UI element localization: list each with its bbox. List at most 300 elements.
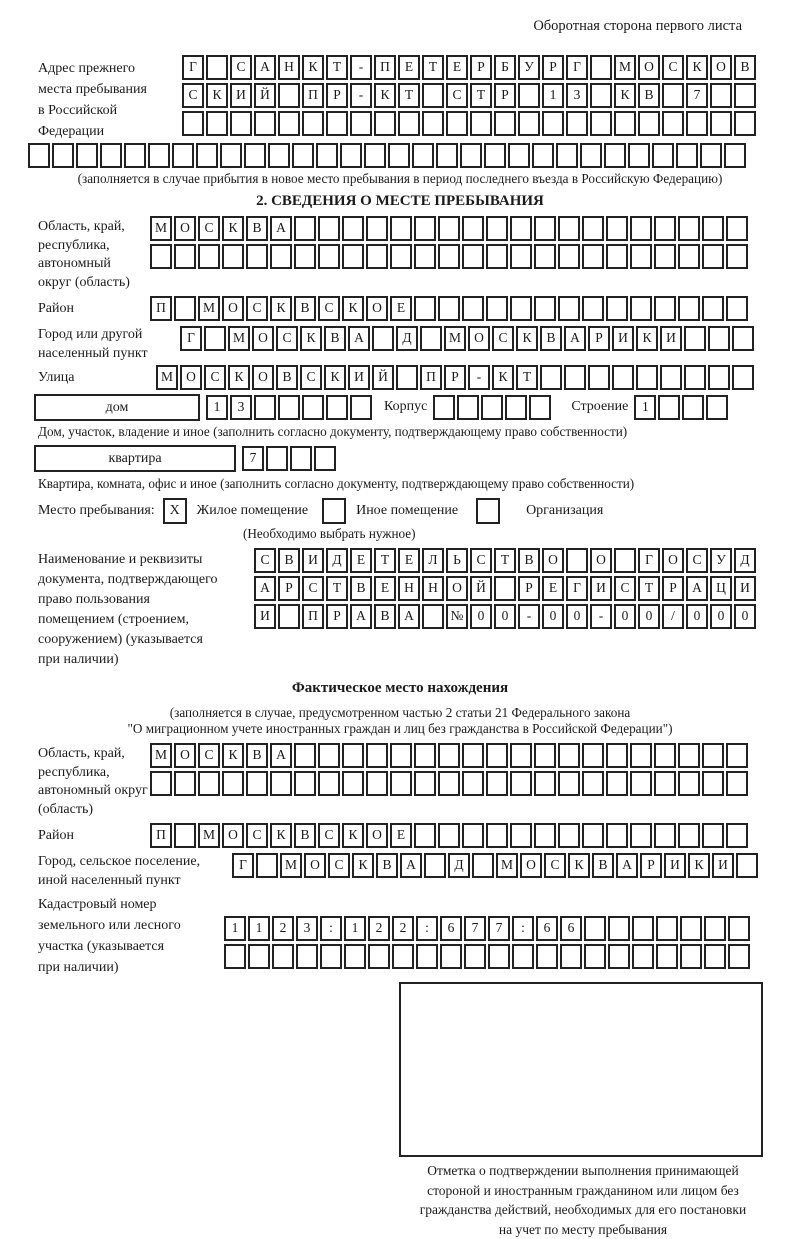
char-cell[interactable] [658,395,680,420]
char-cell[interactable] [462,771,484,796]
char-cell[interactable] [422,604,444,629]
char-cell[interactable] [174,296,196,321]
char-cell[interactable] [702,771,724,796]
char-cell[interactable] [206,111,228,136]
char-cell[interactable] [222,244,244,269]
char-cell[interactable] [100,143,122,168]
char-cell[interactable]: 2 [392,916,414,941]
char-cell[interactable] [529,395,551,420]
char-cell[interactable] [590,111,612,136]
char-cell[interactable] [350,111,372,136]
char-cell[interactable] [390,743,412,768]
char-cell[interactable] [534,244,556,269]
char-cell[interactable]: К [206,83,228,108]
checkbox-zhiloe[interactable]: X [163,498,187,524]
char-cell[interactable]: С [204,365,226,390]
char-cell[interactable]: В [324,326,346,351]
char-cell[interactable] [366,771,388,796]
char-cell[interactable] [230,111,252,136]
char-cell[interactable] [508,143,530,168]
char-cell[interactable] [220,143,242,168]
char-cell[interactable]: К [516,326,538,351]
char-cell[interactable]: А [686,576,708,601]
char-cell[interactable]: Т [326,576,348,601]
char-cell[interactable]: А [398,604,420,629]
char-cell[interactable]: М [198,823,220,848]
char-cell[interactable] [254,111,276,136]
char-cell[interactable] [732,365,754,390]
char-cell[interactable] [558,771,580,796]
char-cell[interactable]: В [376,853,398,878]
char-cell[interactable]: 6 [560,916,582,941]
char-cell[interactable] [652,143,674,168]
char-cell[interactable] [266,446,288,471]
char-cell[interactable]: М [496,853,518,878]
char-cell[interactable]: К [352,853,374,878]
char-cell[interactable]: И [734,576,756,601]
char-cell[interactable]: Р [640,853,662,878]
char-cell[interactable]: Т [326,55,348,80]
char-cell[interactable] [366,244,388,269]
char-cell[interactable]: П [150,296,172,321]
char-cell[interactable] [558,296,580,321]
char-cell[interactable]: Ь [446,548,468,573]
char-cell[interactable]: 3 [296,916,318,941]
char-cell[interactable] [534,743,556,768]
char-cell[interactable]: Р [542,55,564,80]
char-cell[interactable] [734,83,756,108]
char-cell[interactable] [614,548,636,573]
checkbox-inoe[interactable] [322,498,346,524]
char-cell[interactable] [726,823,748,848]
char-cell[interactable]: Е [390,823,412,848]
char-cell[interactable]: Л [422,548,444,573]
char-cell[interactable] [438,743,460,768]
char-cell[interactable]: Е [542,576,564,601]
char-cell[interactable] [462,823,484,848]
char-cell[interactable] [702,823,724,848]
char-cell[interactable]: 1 [542,83,564,108]
char-cell[interactable] [512,944,534,969]
char-cell[interactable] [588,365,610,390]
char-cell[interactable]: П [374,55,396,80]
char-cell[interactable]: Р [278,576,300,601]
char-cell[interactable] [198,771,220,796]
char-cell[interactable] [732,326,754,351]
char-cell[interactable] [710,83,732,108]
char-cell[interactable]: 0 [710,604,732,629]
char-cell[interactable]: Е [350,548,372,573]
char-cell[interactable] [318,771,340,796]
char-cell[interactable]: К [342,823,364,848]
char-cell[interactable]: С [492,326,514,351]
char-cell[interactable] [540,365,562,390]
char-cell[interactable]: Й [470,576,492,601]
char-cell[interactable] [630,823,652,848]
char-cell[interactable] [224,944,246,969]
char-cell[interactable] [290,446,312,471]
char-cell[interactable] [682,395,704,420]
char-cell[interactable] [564,365,586,390]
char-cell[interactable]: К [342,296,364,321]
char-cell[interactable]: И [230,83,252,108]
char-cell[interactable]: И [664,853,686,878]
char-cell[interactable]: О [366,823,388,848]
char-cell[interactable]: Д [734,548,756,573]
char-cell[interactable] [390,216,412,241]
char-cell[interactable] [488,944,510,969]
char-cell[interactable] [462,216,484,241]
char-cell[interactable] [510,216,532,241]
char-cell[interactable] [736,853,758,878]
char-cell[interactable] [582,743,604,768]
char-cell[interactable]: 0 [686,604,708,629]
char-cell[interactable] [542,111,564,136]
char-cell[interactable] [462,244,484,269]
char-cell[interactable] [582,216,604,241]
char-cell[interactable]: 0 [614,604,636,629]
char-cell[interactable]: - [590,604,612,629]
char-cell[interactable] [174,771,196,796]
char-cell[interactable]: О [174,216,196,241]
char-cell[interactable]: Н [278,55,300,80]
char-cell[interactable]: В [294,823,316,848]
char-cell[interactable] [390,244,412,269]
char-cell[interactable] [678,244,700,269]
char-cell[interactable]: С [246,823,268,848]
char-cell[interactable]: В [638,83,660,108]
char-cell[interactable]: Р [326,604,348,629]
char-cell[interactable] [272,944,294,969]
char-cell[interactable] [244,143,266,168]
char-cell[interactable]: С [470,548,492,573]
char-cell[interactable] [630,296,652,321]
char-cell[interactable]: 7 [242,446,264,471]
char-cell[interactable] [606,216,628,241]
char-cell[interactable] [726,296,748,321]
char-cell[interactable]: С [544,853,566,878]
char-cell[interactable]: И [660,326,682,351]
char-cell[interactable]: П [420,365,442,390]
char-cell[interactable] [457,395,479,420]
char-cell[interactable]: В [276,365,298,390]
char-cell[interactable] [222,771,244,796]
char-cell[interactable] [326,111,348,136]
char-cell[interactable] [398,111,420,136]
char-cell[interactable] [684,365,706,390]
char-cell[interactable]: П [302,604,324,629]
checkbox-org[interactable] [476,498,500,524]
char-cell[interactable] [462,296,484,321]
char-cell[interactable] [702,296,724,321]
char-cell[interactable] [656,916,678,941]
char-cell[interactable]: С [318,823,340,848]
char-cell[interactable] [344,944,366,969]
char-cell[interactable]: Г [182,55,204,80]
char-cell[interactable] [702,216,724,241]
char-cell[interactable] [326,395,348,420]
char-cell[interactable] [414,296,436,321]
char-cell[interactable] [654,216,676,241]
char-cell[interactable] [612,365,634,390]
char-cell[interactable] [582,244,604,269]
char-cell[interactable] [660,365,682,390]
char-cell[interactable]: К [492,365,514,390]
char-cell[interactable] [414,216,436,241]
char-cell[interactable] [486,216,508,241]
char-cell[interactable] [438,823,460,848]
char-cell[interactable]: 2 [272,916,294,941]
char-cell[interactable] [316,143,338,168]
char-cell[interactable] [486,771,508,796]
char-cell[interactable] [628,143,650,168]
char-cell[interactable]: И [612,326,634,351]
char-cell[interactable]: О [222,823,244,848]
char-cell[interactable]: 0 [494,604,516,629]
char-cell[interactable]: М [150,216,172,241]
char-cell[interactable]: А [616,853,638,878]
char-cell[interactable] [728,916,750,941]
char-cell[interactable] [582,823,604,848]
char-cell[interactable] [604,143,626,168]
char-cell[interactable]: Т [422,55,444,80]
char-cell[interactable] [278,83,300,108]
char-cell[interactable] [174,244,196,269]
char-cell[interactable]: П [302,83,324,108]
char-cell[interactable]: - [468,365,490,390]
char-cell[interactable]: М [444,326,466,351]
char-cell[interactable] [680,944,702,969]
char-cell[interactable]: С [246,296,268,321]
char-cell[interactable]: С [328,853,350,878]
char-cell[interactable] [734,111,756,136]
char-cell[interactable]: М [614,55,636,80]
char-cell[interactable]: О [590,548,612,573]
char-cell[interactable] [606,244,628,269]
char-cell[interactable] [472,853,494,878]
char-cell[interactable]: 0 [566,604,588,629]
char-cell[interactable] [582,296,604,321]
char-cell[interactable] [726,743,748,768]
char-cell[interactable] [390,771,412,796]
char-cell[interactable]: В [734,55,756,80]
char-cell[interactable] [414,743,436,768]
char-cell[interactable] [678,823,700,848]
char-cell[interactable]: К [222,743,244,768]
char-cell[interactable]: Й [372,365,394,390]
char-cell[interactable]: К [614,83,636,108]
char-cell[interactable]: Н [422,576,444,601]
char-cell[interactable]: Н [398,576,420,601]
char-cell[interactable] [556,143,578,168]
char-cell[interactable] [124,143,146,168]
char-cell[interactable]: Т [398,83,420,108]
char-cell[interactable] [584,916,606,941]
char-cell[interactable] [684,326,706,351]
char-cell[interactable] [278,604,300,629]
char-cell[interactable] [710,111,732,136]
char-cell[interactable] [422,111,444,136]
char-cell[interactable] [654,296,676,321]
char-cell[interactable] [534,823,556,848]
char-cell[interactable] [486,823,508,848]
char-cell[interactable]: Г [566,55,588,80]
char-cell[interactable]: А [350,604,372,629]
char-cell[interactable] [388,143,410,168]
char-cell[interactable]: В [350,576,372,601]
char-cell[interactable]: 0 [542,604,564,629]
char-cell[interactable] [470,111,492,136]
char-cell[interactable]: М [150,743,172,768]
char-cell[interactable]: Г [232,853,254,878]
char-cell[interactable]: Т [374,548,396,573]
char-cell[interactable] [420,326,442,351]
char-cell[interactable] [433,395,455,420]
char-cell[interactable]: № [446,604,468,629]
char-cell[interactable]: С [300,365,322,390]
char-cell[interactable]: О [304,853,326,878]
char-cell[interactable] [632,944,654,969]
char-cell[interactable] [76,143,98,168]
char-cell[interactable] [654,244,676,269]
char-cell[interactable]: Д [326,548,348,573]
char-cell[interactable] [196,143,218,168]
char-cell[interactable] [632,916,654,941]
char-cell[interactable] [204,326,226,351]
char-cell[interactable] [438,216,460,241]
char-cell[interactable] [558,244,580,269]
char-cell[interactable] [726,216,748,241]
char-cell[interactable] [505,395,527,420]
char-cell[interactable]: К [324,365,346,390]
char-cell[interactable] [302,395,324,420]
char-cell[interactable]: А [254,55,276,80]
char-cell[interactable]: 6 [536,916,558,941]
char-cell[interactable] [558,743,580,768]
char-cell[interactable]: К [270,823,292,848]
char-cell[interactable] [704,916,726,941]
char-cell[interactable] [532,143,554,168]
char-cell[interactable]: И [302,548,324,573]
char-cell[interactable] [510,296,532,321]
char-cell[interactable] [292,143,314,168]
char-cell[interactable] [440,944,462,969]
char-cell[interactable]: 7 [686,83,708,108]
char-cell[interactable]: С [182,83,204,108]
char-cell[interactable]: - [350,83,372,108]
char-cell[interactable] [414,823,436,848]
char-cell[interactable] [686,111,708,136]
char-cell[interactable]: О [662,548,684,573]
char-cell[interactable]: К [568,853,590,878]
char-cell[interactable] [318,244,340,269]
char-cell[interactable]: Т [638,576,660,601]
char-cell[interactable] [342,771,364,796]
char-cell[interactable] [680,916,702,941]
char-cell[interactable] [460,143,482,168]
char-cell[interactable]: С [446,83,468,108]
char-cell[interactable] [364,143,386,168]
char-cell[interactable] [494,576,516,601]
char-cell[interactable]: О [710,55,732,80]
char-cell[interactable]: С [230,55,252,80]
char-cell[interactable]: А [254,576,276,601]
char-cell[interactable] [534,771,556,796]
char-cell[interactable]: Р [494,83,516,108]
char-cell[interactable] [584,944,606,969]
char-cell[interactable]: С [686,548,708,573]
char-cell[interactable] [254,395,276,420]
char-cell[interactable] [662,111,684,136]
char-cell[interactable] [534,296,556,321]
char-cell[interactable]: Р [518,576,540,601]
char-cell[interactable] [614,111,636,136]
char-cell[interactable] [438,244,460,269]
char-cell[interactable] [412,143,434,168]
char-cell[interactable] [294,244,316,269]
char-cell[interactable]: С [276,326,298,351]
char-cell[interactable]: Е [374,576,396,601]
char-cell[interactable] [706,395,728,420]
char-cell[interactable]: С [302,576,324,601]
char-cell[interactable]: С [614,576,636,601]
char-cell[interactable] [392,944,414,969]
char-cell[interactable] [486,743,508,768]
char-cell[interactable] [676,143,698,168]
char-cell[interactable] [510,823,532,848]
char-cell[interactable]: О [222,296,244,321]
char-cell[interactable]: В [374,604,396,629]
char-cell[interactable]: О [252,365,274,390]
char-cell[interactable] [318,216,340,241]
char-cell[interactable] [608,944,630,969]
char-cell[interactable] [318,743,340,768]
char-cell[interactable] [414,244,436,269]
char-cell[interactable] [416,944,438,969]
char-cell[interactable]: 7 [488,916,510,941]
char-cell[interactable]: Е [446,55,468,80]
char-cell[interactable] [302,111,324,136]
char-cell[interactable] [150,244,172,269]
char-cell[interactable]: О [174,743,196,768]
char-cell[interactable]: С [198,743,220,768]
char-cell[interactable] [28,143,50,168]
char-cell[interactable]: - [350,55,372,80]
char-cell[interactable] [340,143,362,168]
char-cell[interactable] [536,944,558,969]
char-cell[interactable] [560,944,582,969]
char-cell[interactable] [314,446,336,471]
char-cell[interactable] [654,743,676,768]
char-cell[interactable] [464,944,486,969]
char-cell[interactable]: В [518,548,540,573]
char-cell[interactable]: М [198,296,220,321]
char-cell[interactable] [270,771,292,796]
char-cell[interactable] [246,771,268,796]
char-cell[interactable] [724,143,746,168]
char-cell[interactable]: : [416,916,438,941]
char-cell[interactable] [654,823,676,848]
char-cell[interactable]: Т [516,365,538,390]
char-cell[interactable] [534,216,556,241]
char-cell[interactable]: О [180,365,202,390]
char-cell[interactable] [366,743,388,768]
char-cell[interactable]: Б [494,55,516,80]
char-cell[interactable] [518,83,540,108]
char-cell[interactable]: О [468,326,490,351]
char-cell[interactable]: К [300,326,322,351]
char-cell[interactable] [174,823,196,848]
